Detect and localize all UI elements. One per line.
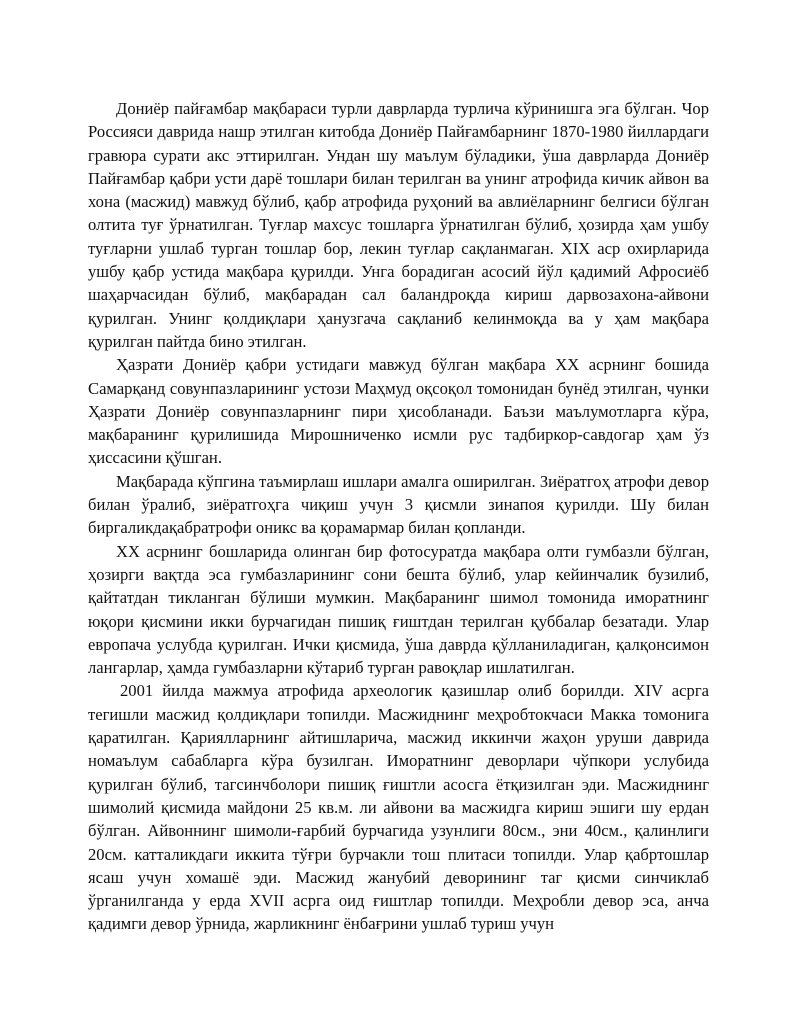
paragraph-3: Мақбарада кўпгина таъмирлаш ишлари амалга оширилган. Зиёратгоҳ атрофи девор билан ўралиб, зиёратгоҳга чиқиш учун 3 қисмли зинапоя қурилди. Шу билан биргаликдақабратрофи оникс ва қорамармар билан қопланди. [88, 471, 709, 538]
paragraph-2: Ҳазрати Дониёр қабри устидаги мавжуд бўлган мақбара XX асрнинг бошида Самарқанд совунпазларининг устози Маҳмуд оқсоқол томонидан бунёд этилган, чунки Ҳазрати Дониёр совунпазларнинг пири ҳисобланади. Баъзи маълумотларга кўра, мақбаранинг қурилишида Мирошниченко исмли рус тадбиркор-савдогар ҳам ўз ҳиссасини қўшган. [88, 355, 709, 468]
paragraph-1: Дониёр пайғамбар мақбараси турли даврларда турлича кўринишга эга бўлган. Чор Россияси даврида нашр этилган китобда Дониёр Пайғамбарнинг 1870-1980 йиллардаги гравюра сурати акс эттирилган. Ундан шу маълум бўладики, ўша даврларда Дониёр Пайғамбар қабри усти дарё тошлари билан терилган ва унинг атрофида кичик айвон ва хона (масжид) мавжуд бўлиб, қабр атрофида руҳоний ва авлиёларнинг белгиси бўлган олтита туғ ўрнатилган. Туғлар махсус тошларга ўрнатилган бўлиб, ҳозирда ҳам ушбу туғларни ушлаб турган тошлар бор, лекин туғлар сақланмаган. XIX аср охирларида ушбу қабр устида мақбара қурилди. Унга борадиган асосий йўл қадимий Афросиёб шаҳарчасидан бўлиб, мақбарадан сал баландроқда кириш дарвозахона-айвони қурилган. Унинг қолдиқлари ҳанузгача сақланиб келинмоқда ва у ҳам мақбара қурилган пайтда бино этилган. [88, 99, 709, 351]
paragraph-5: 2001 йилда мажмуа атрофида археологик қазишлар олиб борилди. XIV асрга тегишли масжид қолдиқлари топилди. Масжиднинг меҳробтокчаси Макка томонига қаратилган. Қариялларнинг айтишларича, масжид иккинчи жаҳон уруши даврида номаълум сабабларга кўра бузилган. Иморатнинг деворлари чўпкори услубида қурилган бўлиб, тагсинчболори пишиқ ғиштли асосга ётқизилган эди. Масжиднинг шимолий қисмида майдони 25 кв.м. ли айвони ва масжидга кириш эшиги шу ердан бўлган. Айвоннинг шимоли-ғарбий бурчагида узунлиги 80см., эни 40см., қалинлиги 20см. катталикдаги иккита тўғри бурчакли тош плитаси топилди. Улар қабртошлар ясаш учун хомашё эди. Масжид жанубий деворининг таг қисми синчиклаб ўрганилганда у ерда XVII асрга оид ғиштлар топилди. Меҳробли девор эса, анча қадимги девор ўрнида, жарликнинг ёнбағрини ушлаб туриш учун [88, 681, 709, 934]
paragraph-4: XX асрнинг бошларида олинган бир фотосуратда мақбара олти гумбазли бўлган, ҳозирги вақтда эса гумбазларининг сони бешта бўлиб, улар кейинчалик бузилиб, қайтатдан тикланган бўлиши мумкин. Мақбаранинг шимол томонида иморатнинг юқори қисмини икки бурчагидан пишиқ ғиштдан терилган қуббалар безатади. Улар европача услубда қурилган. Ички қисмида, ўша даврда қўлланиладиган, қалқонсимон лангарлар, ҳамда гумбазларни кўтариб турган равоқлар ишлатилган. [88, 541, 709, 678]
document-body [88, 97, 709, 936]
